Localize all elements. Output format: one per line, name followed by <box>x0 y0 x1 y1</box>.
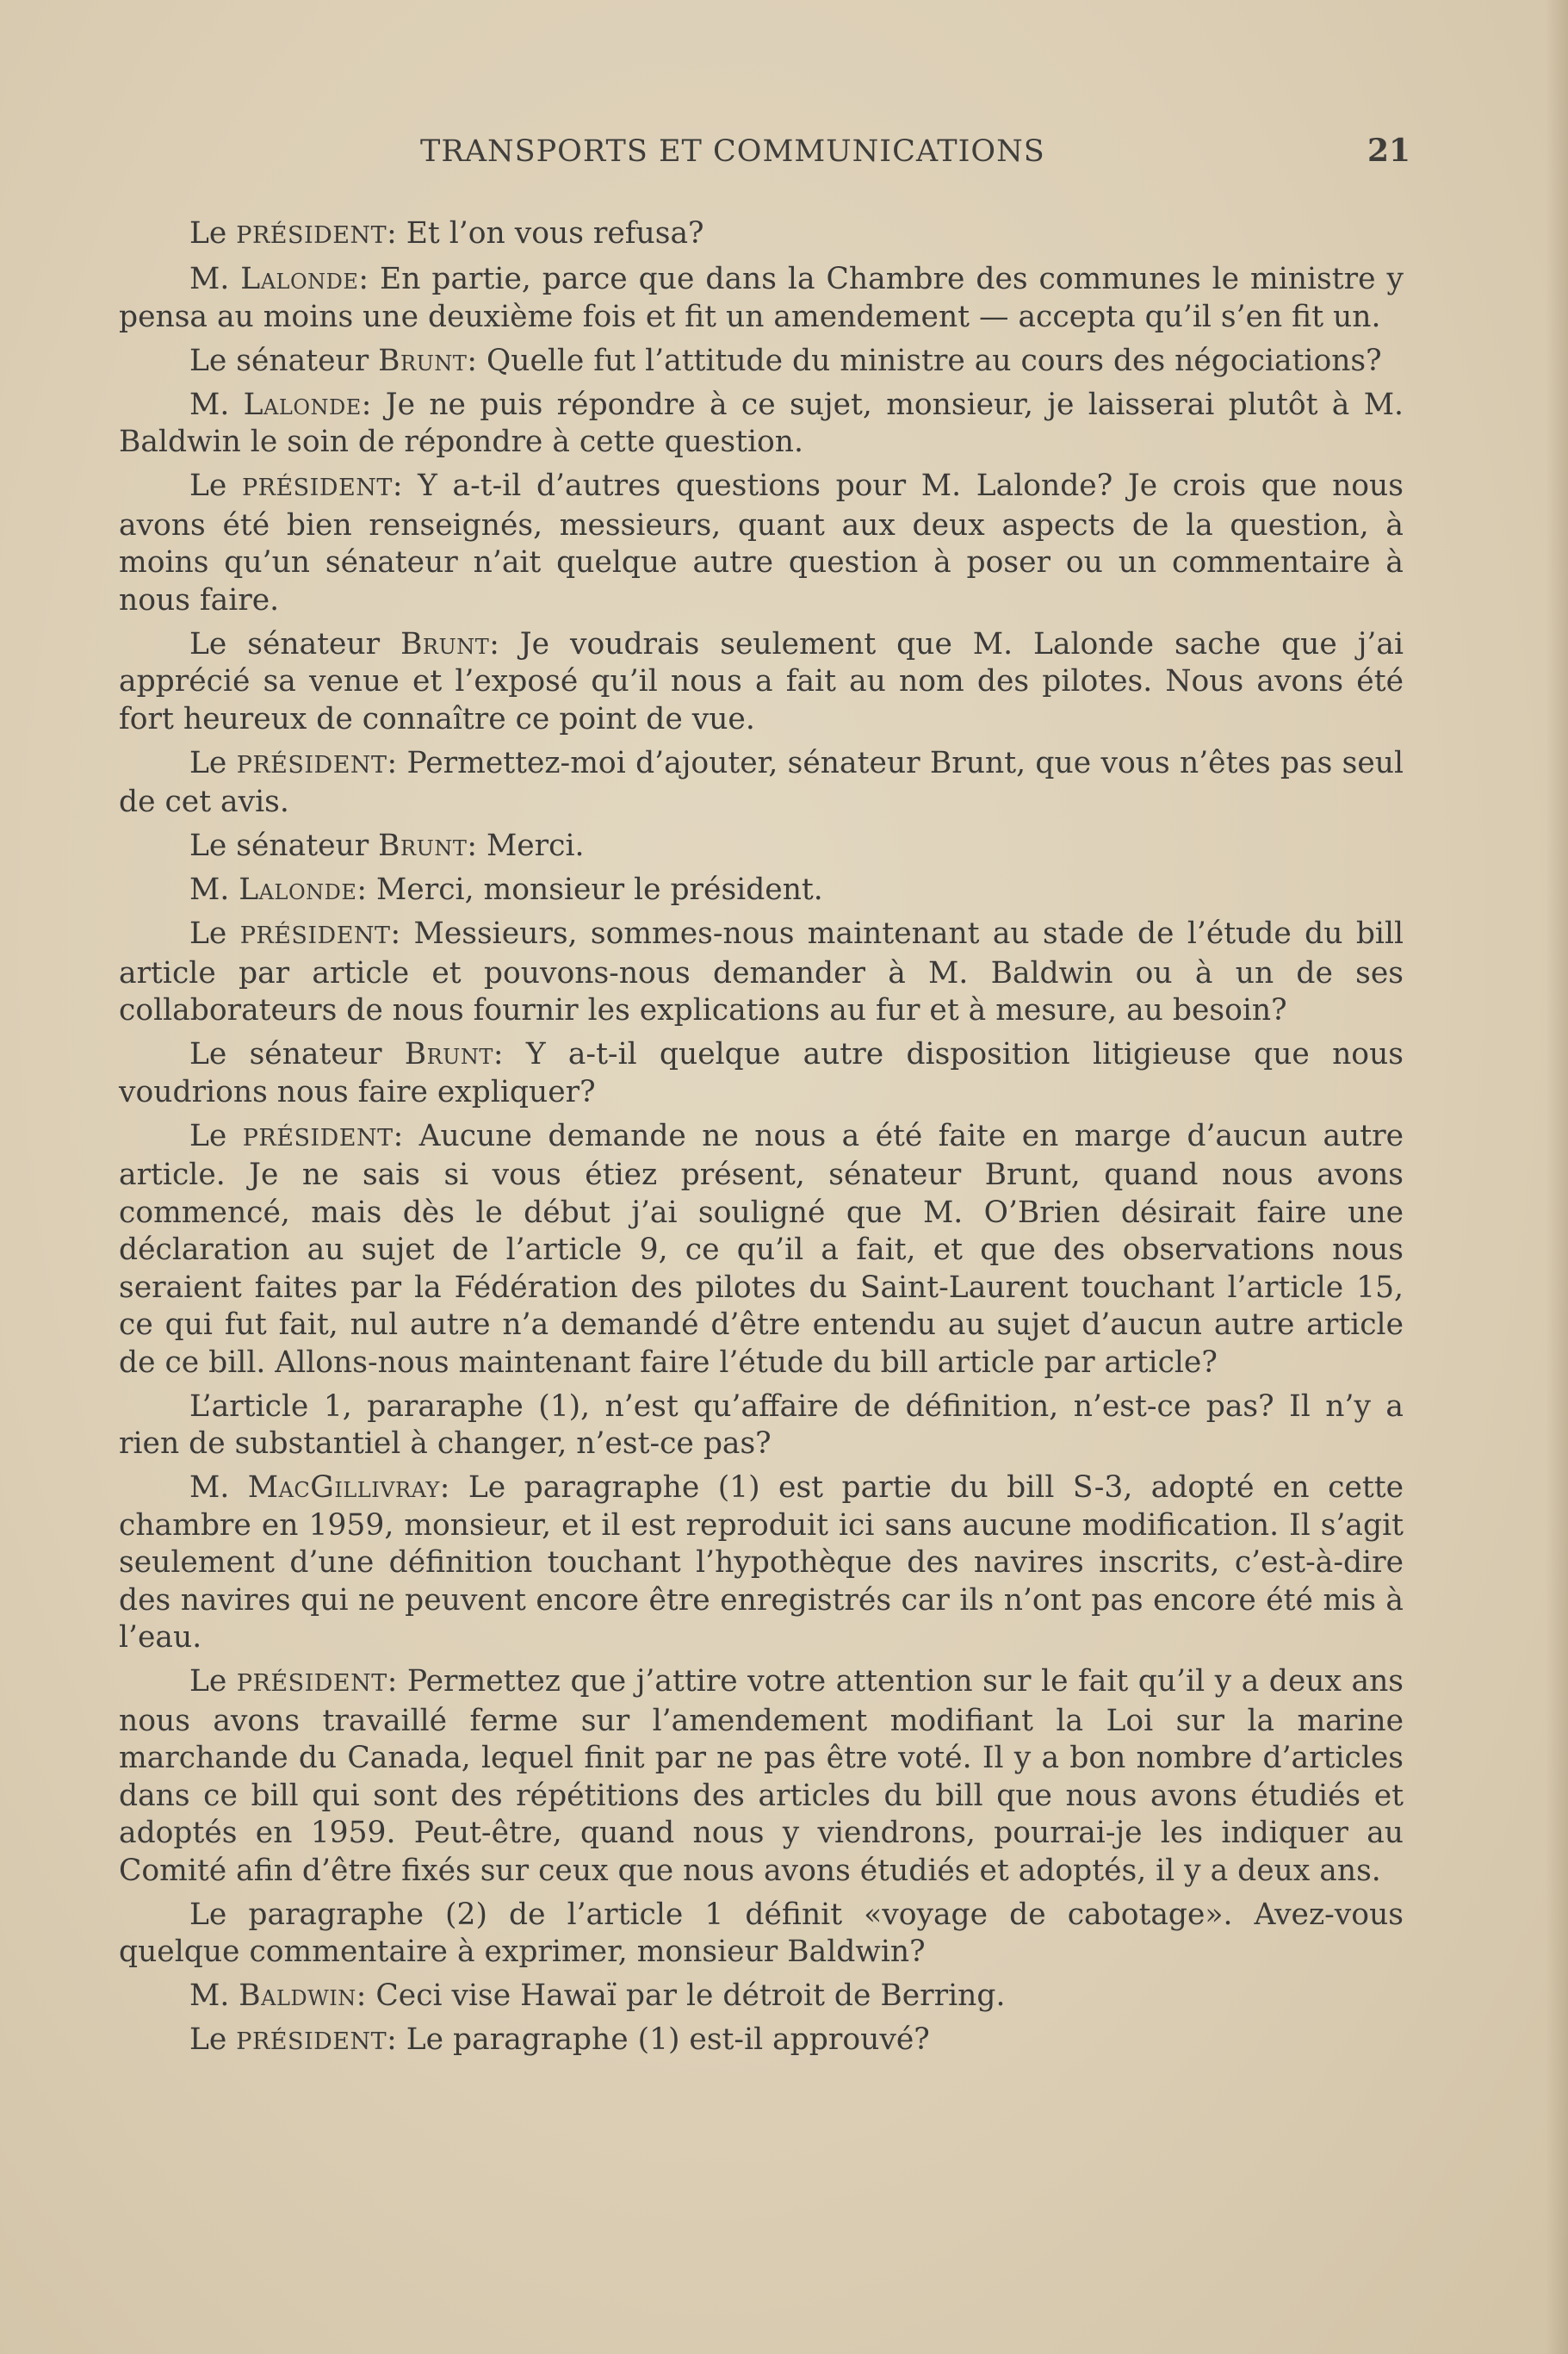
paragraph-text: Je ne puis répondre à ce sujet, monsieur, je laisserai plutôt à M. Baldwin le soin de répondre à cette question. <box>119 387 1404 459</box>
speaker-name: PRÉSIDENT <box>242 1124 394 1152</box>
speaker-prefix: Le <box>189 1118 243 1153</box>
speaker-suffix: : <box>387 1664 407 1699</box>
speaker-prefix: Le <box>189 469 242 503</box>
page-edge-shadow <box>1546 0 1568 2354</box>
speaker-suffix: : <box>358 262 381 296</box>
running-head: TRANSPORTS ET COMMUNICATIONS <box>420 134 1045 169</box>
speaker-name: Baldwin <box>239 1978 356 2013</box>
speaker-suffix: : <box>392 469 418 503</box>
paragraph <box>119 626 1404 739</box>
page-number: 21 <box>1367 133 1411 169</box>
speaker-prefix: Le sénateur <box>189 829 379 863</box>
paragraph-text: Y a-t-il d’autres questions pour M. Lalonde? Je crois que nous avons été bien renseignés, messieurs, quant aux deux aspects de la question, à moins qu’un sénateur n’ait quelque autre question à poser ou un commentaire à nous faire. <box>119 469 1404 618</box>
paragraph-text: Merci. <box>486 829 585 863</box>
paragraph-text: Le paragraphe (2) de l’article 1 définit «voyage de cabotage». Avez-vous quelque commentaire à exprimer, monsieur Baldwin? <box>119 1897 1404 1969</box>
speaker-suffix: : <box>387 216 406 251</box>
speaker-suffix: : <box>393 1118 419 1153</box>
paragraph <box>119 1118 1404 1382</box>
paragraph-text: Et l’on vous refusa? <box>406 216 704 251</box>
speaker-prefix: M. <box>189 262 241 296</box>
speaker-name: Brunt <box>378 343 468 378</box>
paragraph <box>119 343 1404 381</box>
speaker-suffix: : <box>387 2022 406 2057</box>
speaker-name: Lalonde <box>240 262 359 296</box>
speaker-name: PRÉSIDENT <box>236 1670 387 1697</box>
speaker-prefix: Le <box>189 2022 237 2057</box>
paragraph <box>119 261 1404 336</box>
paragraph-text: Permettez que j’attire votre attention sur le fait qu’il y a deux ans nous avons travaillé ferme sur l’amendement modifiant la Loi sur la marine marchande du Canada, lequel finit par ne pas être voté. Il y a bon nombre d’articles dans ce bill qui sont des répétitions des articles du bill que nous avons étudiés et adoptés en 1959. Peut-être, quand nous y viendrons, pourrai-je les indiquer au Comité afin d’être fixés sur ceux que nous avons étudiés et adoptés, il y a deux ans. <box>119 1664 1404 1888</box>
speaker-prefix: Le <box>189 745 237 780</box>
paragraph <box>119 916 1404 1030</box>
paragraph-text: Le paragraphe (1) est partie du bill S-3, adopté en cette chambre en 1959, monsieur, et il est reproduit ici sans aucune modification. Il s’agit seulement d’une définition touchant l’hypothèque des navires inscrits, c’est-à-dire des navires qui ne peuvent encore être enregistrés car ils n’ont pas encore été mis à l’eau. <box>119 1470 1404 1655</box>
paragraph-text: Merci, monsieur le président. <box>375 873 823 907</box>
speaker-suffix: : <box>390 916 414 951</box>
paragraph <box>119 872 1404 910</box>
speaker-name: PRÉSIDENT <box>236 751 387 779</box>
speaker-suffix: : <box>493 1037 526 1071</box>
speaker-name: Lalonde <box>243 387 362 422</box>
speaker-suffix: : <box>467 343 487 378</box>
speaker-prefix: M. <box>189 873 239 907</box>
speaker-name: PRÉSIDENT <box>236 222 387 249</box>
paragraph-text: Ceci vise Hawaï par le détroit de Berring. <box>375 1978 1006 2013</box>
paragraph <box>119 1663 1404 1890</box>
speaker-prefix: Le sénateur <box>189 1037 405 1071</box>
paragraph <box>119 1897 1404 1972</box>
speaker-suffix: : <box>489 626 520 661</box>
speaker-prefix: Le <box>189 1664 237 1699</box>
speaker-prefix: M. <box>189 1978 239 2013</box>
speaker-name: Brunt <box>400 626 490 661</box>
speaker-prefix: Le <box>189 916 240 951</box>
paragraph <box>119 1036 1404 1111</box>
paragraph-text: L’article 1, pararaphe (1), n’est qu’affaire de définition, n’est-ce pas? Il n’y a rien de substantiel à changer, n’est-ce pas? <box>119 1388 1404 1461</box>
speaker-name: Lalonde <box>239 873 357 907</box>
speaker-prefix: Le sénateur <box>189 343 379 378</box>
speaker-name: Brunt <box>404 1037 493 1071</box>
paragraph <box>119 468 1404 619</box>
speaker-suffix: : <box>356 1978 376 2013</box>
paragraph <box>119 2022 1404 2061</box>
paragraph-text: Permettez-moi d’ajouter, sénateur Brunt, que vous n’êtes pas seul de cet avis. <box>119 745 1404 819</box>
paragraph <box>119 828 1404 866</box>
speaker-name: Brunt <box>378 829 468 863</box>
body-text <box>119 215 1404 2067</box>
speaker-name: PRÉSIDENT <box>241 475 393 501</box>
paragraph-text: Y a-t-il quelque autre disposition litigieuse que nous voudrions nous faire expliquer? <box>119 1037 1404 1109</box>
speaker-suffix: : <box>387 745 407 780</box>
paragraph-text: Messieurs, sommes-nous maintenant au stade de l’étude du bill article par article et pouvons-nous demander à M. Baldwin ou à un de ses collaborateurs de nous fournir les explications au fur et à mesure, au besoin? <box>119 916 1404 1028</box>
speaker-suffix: : <box>356 873 376 907</box>
paragraph <box>119 1978 1404 2015</box>
speaker-prefix: M. <box>189 387 244 422</box>
speaker-suffix: : <box>467 829 487 863</box>
speaker-suffix: : <box>439 1470 468 1505</box>
paragraph <box>119 1469 1404 1657</box>
paragraph-text: En partie, parce que dans la Chambre des communes le ministre y pensa au moins une deuxième fois et fit un amendement — accepta qu’il s’en fit un. <box>119 262 1404 334</box>
paragraph-text: Quelle fut l’attitude du ministre au cours des négociations? <box>486 343 1382 378</box>
paragraph <box>119 1388 1404 1463</box>
speaker-name: MacGillivray <box>247 1470 440 1505</box>
speaker-suffix: : <box>361 387 386 422</box>
paragraph <box>119 745 1404 822</box>
paragraph-text: Aucune demande ne nous a été faite en marge d’aucun autre article. Je ne sais si vous étiez présent, sénateur Brunt, quand nous avons commencé, mais dès le début j’ai souligné que M. O’Brien désirait faire une déclaration au sujet de l’article 9, ce qu’il a fait, et que des observations nous seraient faites par la Fédération des pilotes du Saint-Laurent touchant l’article 15, ce qui fut fait, nul autre n’a demandé d’être entendu au sujet d’aucun autre article de ce bill. Allons-nous maintenant faire l’étude du bill article par article? <box>119 1118 1404 1380</box>
paragraph <box>119 215 1404 255</box>
speaker-prefix: M. <box>189 1470 248 1505</box>
speaker-name: PRÉSIDENT <box>236 2028 387 2055</box>
speaker-prefix: Le <box>189 216 237 251</box>
speaker-prefix: Le sénateur <box>189 626 401 661</box>
paragraph <box>119 387 1404 462</box>
paragraph-text: Je voudrais seulement que M. Lalonde sache que j’ai apprécié sa venue et l’exposé qu’il nous a fait au nom des pilotes. Nous avons été fort heureux de connaître ce point de vue. <box>119 626 1404 736</box>
paragraph-text: Le paragraphe (1) est-il approuvé? <box>406 2022 930 2057</box>
speaker-name: PRÉSIDENT <box>239 922 391 949</box>
